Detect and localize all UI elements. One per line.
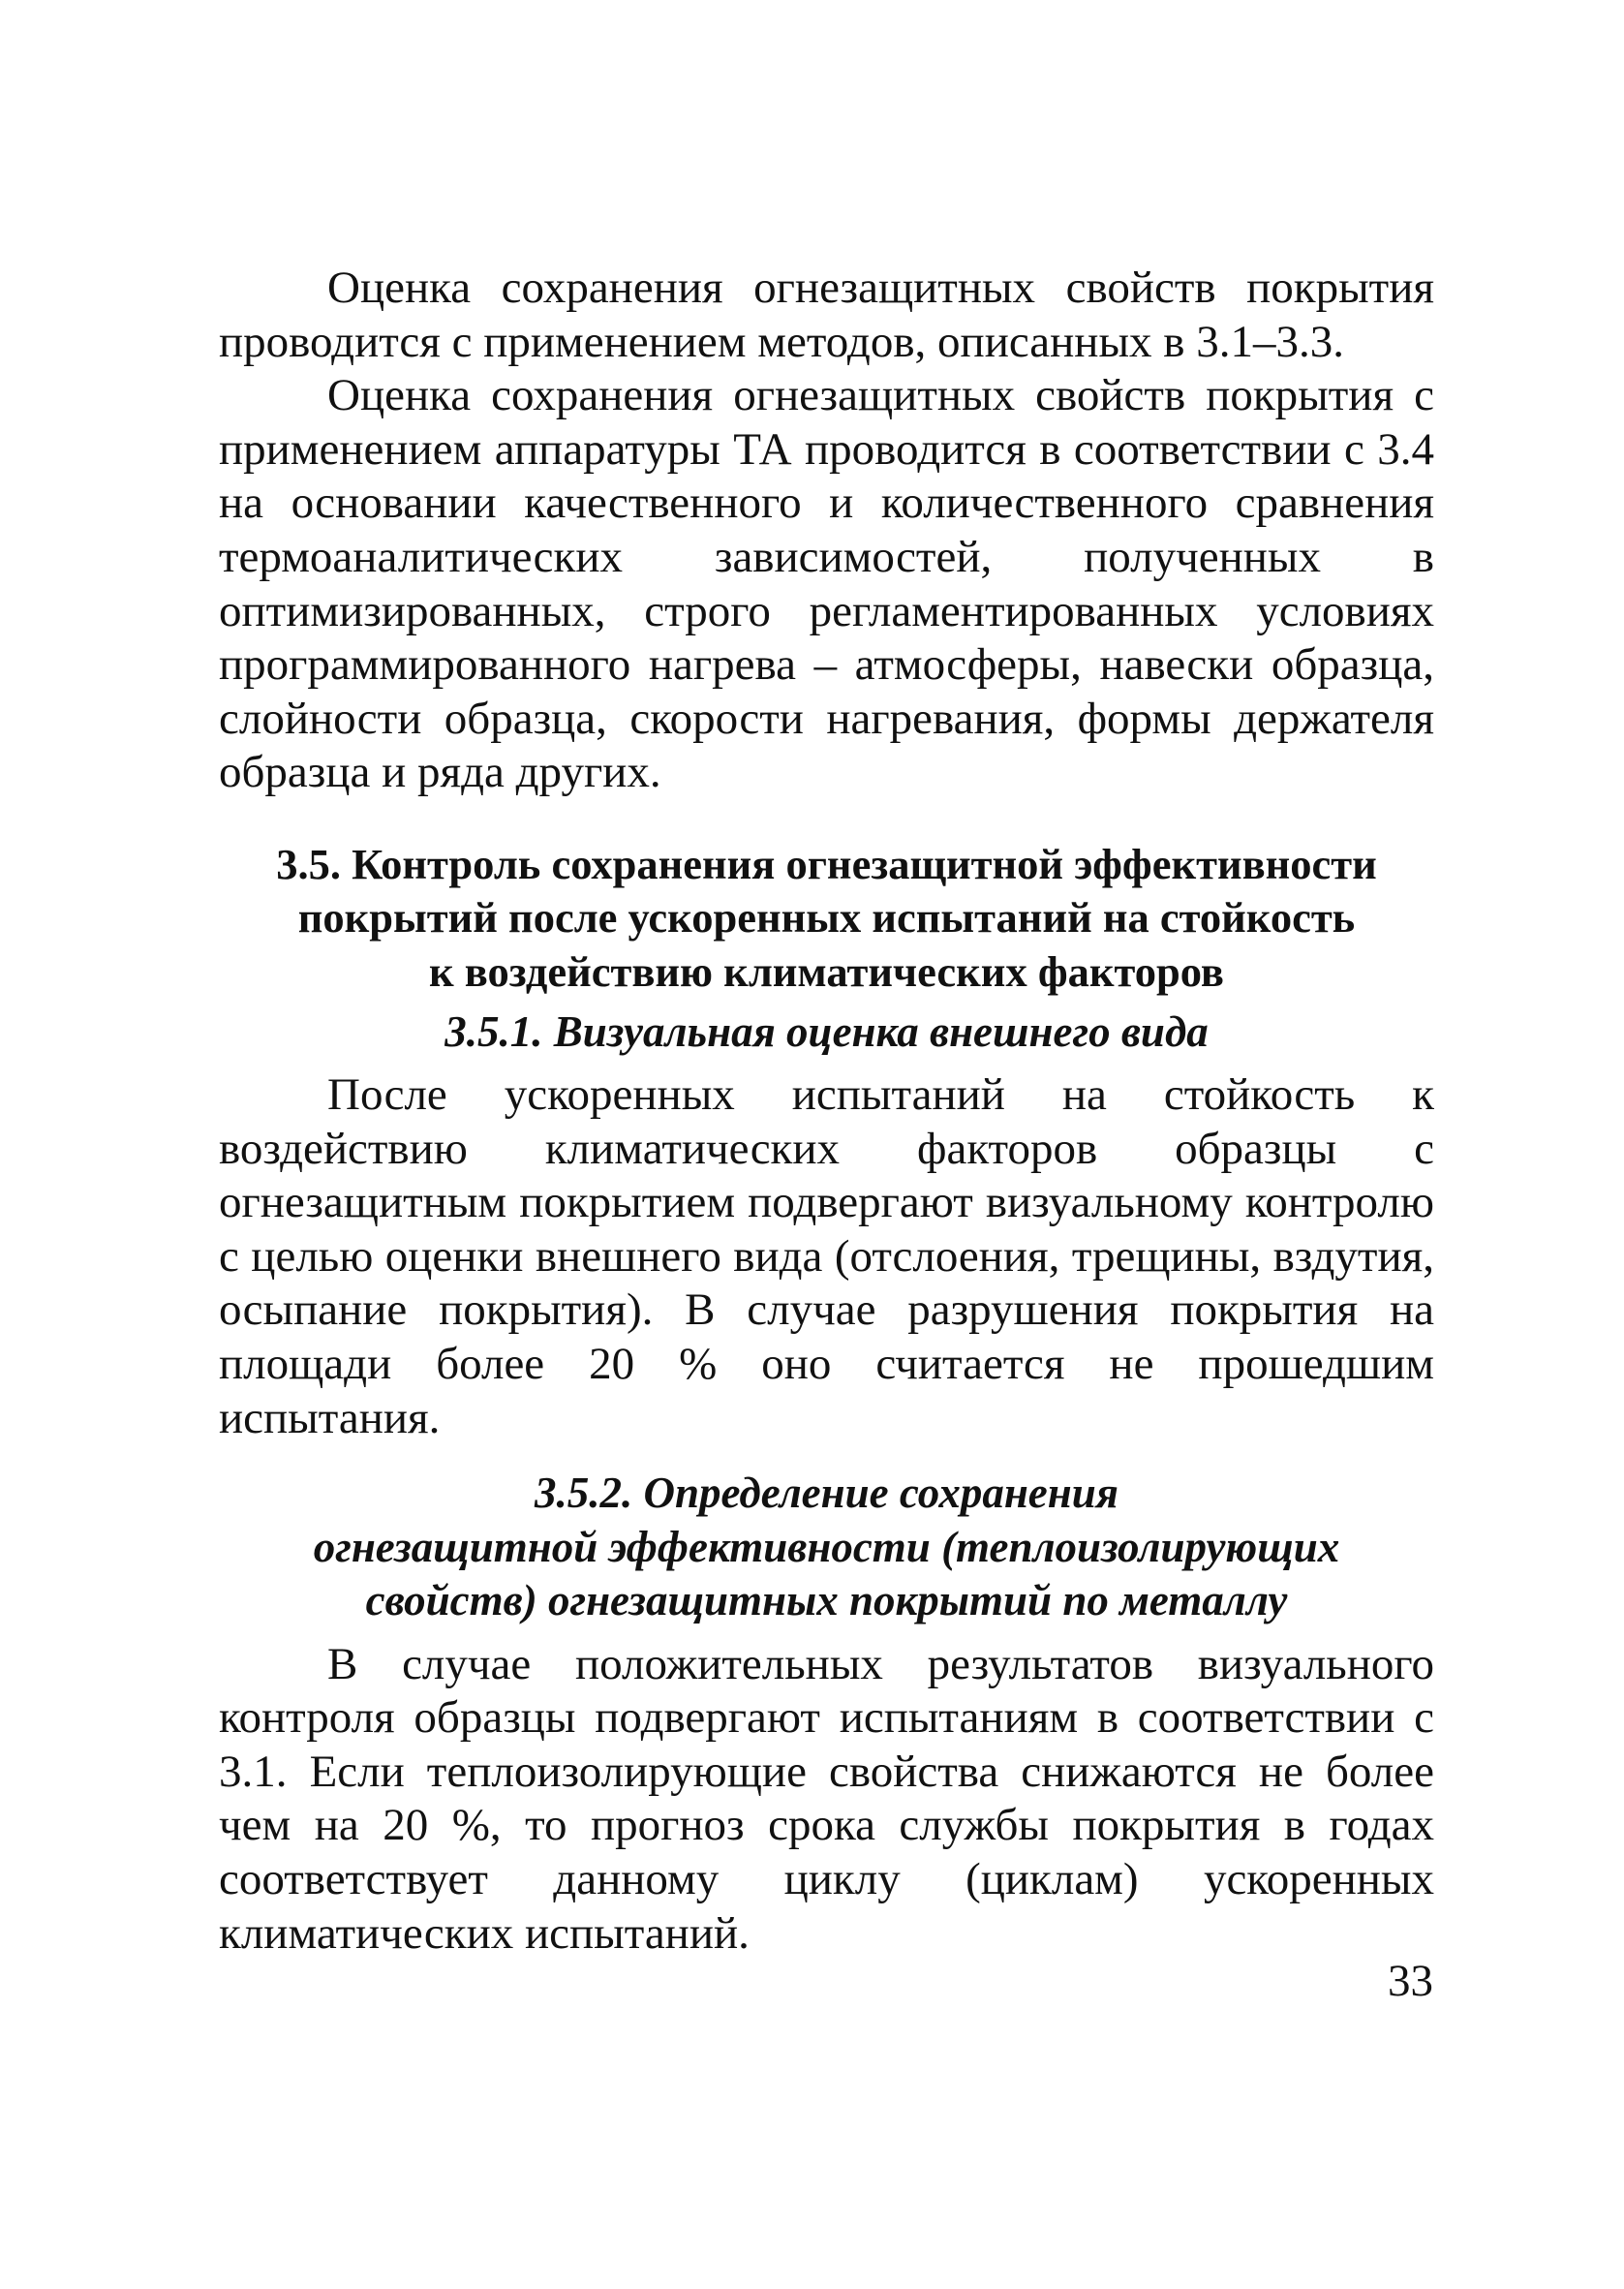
section-3-5-heading (219, 838, 1434, 1000)
paragraph-heat-insulation-test: В случае положительных результатов визуального контроля образцы подвергают испытаниям в соответствии с 3.1. Если теплоизолирующие свойства снижаются не более чем на 20 %, то прогноз срока службы покрытия в годах соответствует данному циклу (циклам) ускоренных климатических испытаний. (219, 1638, 1434, 1959)
section-3-5-1-heading: 3.5.1. Визуальная оценка внешнего вида (444, 1007, 1209, 1057)
paragraph-assessment-methods: Оценка сохранения огнезащитных свойств покрытия проводится с применением методов, описанных в 3.1–3.3. (219, 263, 1434, 367)
page-number: 33 (1388, 1956, 1433, 2006)
section-3-5-2-heading-line-1: 3.5.2. Определение сохранения (535, 1469, 1118, 1518)
paragraph-ta-assessment: Оценка сохранения огнезащитных свойств покрытия с применением аппаратуры ТА проводится в соответствии с 3.4 на основании качественного и количественного сравнения термоаналитических зависимостей, полученных в оптимизированных, строго регламентированных условиях программированного нагрева – атмосферы, навески образца, слойности образца, скорости нагревания, формы держателя образца и ряда других. (219, 370, 1434, 798)
section-3-5-heading-line-1: 3.5. Контроль сохранения огнезащитной эффективности (276, 839, 1377, 888)
section-3-5-heading-line-3: к воздействию климатических факторов (429, 946, 1224, 996)
page-content (219, 262, 1434, 1961)
section-3-5-2-heading-line-2: огнезащитной эффективности (теплоизолирующих (313, 1522, 1340, 1571)
section-3-5-2-heading (219, 1467, 1434, 1628)
section-3-5-2-heading-line-3: свойств) огнезащитных покрытий по металлу (365, 1576, 1288, 1625)
paragraph-visual-assessment: После ускоренных испытаний на стойкость к воздействию климатических факторов образцы с огнезащитным покрытием подвергают визуальному контролю с целью оценки внешнего вида (отслоения, трещины, вздутия, осыпание покрытия). В случае разрушения покрытия на площади более 20 % оно считается не прошедшим испытания. (219, 1068, 1434, 1443)
section-3-5-heading-line-2: покрытий после ускоренных испытаний на стойкость (297, 893, 1356, 943)
